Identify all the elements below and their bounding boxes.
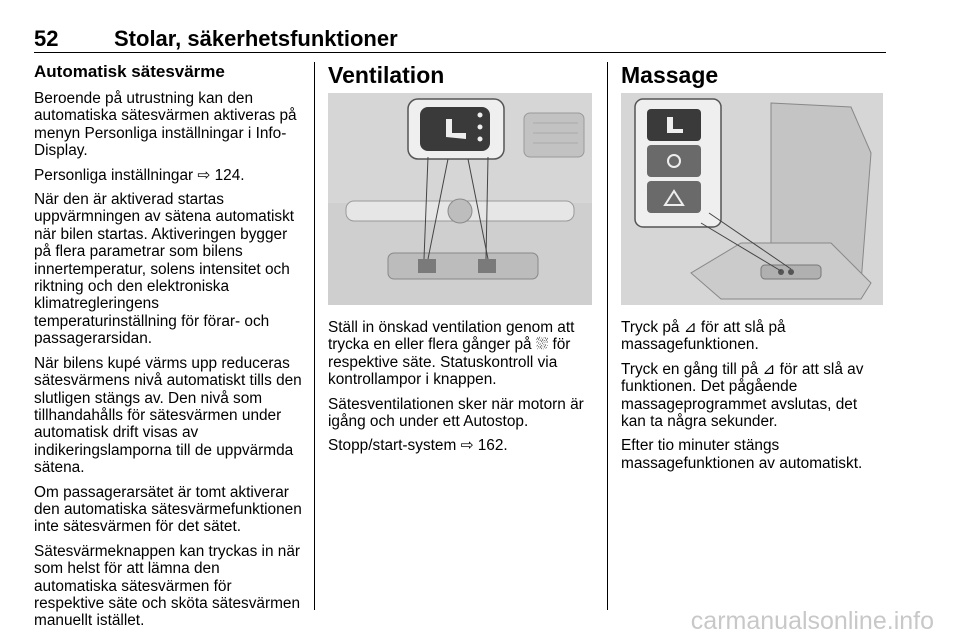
paragraph: Sätesventilationen sker när motorn är igång och under ett Autostop. xyxy=(328,395,584,431)
paragraph: Sätesvärmeknappen kan tryckas in när som helst för att lämna den automatiska sätesvärmen för respektive säte och sköta sätesvärmen manuellt istället. xyxy=(34,542,301,630)
paragraph: Beroende på utrustning kan den automatiska sätesvärmen aktiveras på menyn Personliga inställningar i Info-Display. xyxy=(34,90,297,160)
page-header xyxy=(34,24,886,53)
page-number: 52 xyxy=(34,26,59,51)
page-title: Stolar, säkerhetsfunktioner xyxy=(114,26,398,51)
paragraph: Tryck på ⊿ för att slå på massagefunktionen. xyxy=(621,319,786,354)
watermark: carmanualsonline.info xyxy=(690,607,934,635)
column-divider xyxy=(314,62,315,610)
cross-reference: Personliga inställningar ⇨ 124. xyxy=(34,166,245,184)
column-massage xyxy=(621,62,886,479)
column-automatic-seat-heating xyxy=(34,62,302,637)
paragraph: Ställ in önskad ventilation genom att trycka en eller flera gånger på ⛆ för respektive säte. Statuskontroll via kontrollampor i knappen. xyxy=(328,319,575,389)
section-heading: Massage xyxy=(621,62,719,88)
column-divider xyxy=(607,62,608,610)
column-ventilation xyxy=(328,62,596,462)
paragraph: Om passagerarsätet är tomt aktiverar den automatiska sätesvärmefunktionen inte sätesvärmen för det sätet. xyxy=(34,483,302,536)
paragraph: Tryck en gång till på ⊿ för att slå av funktionen. Det pågående massageprogrammet avslutas, det kan ta några sekunder. xyxy=(621,360,864,431)
paragraph: Efter tio minuter stängs massagefunktionen av automatiskt. xyxy=(621,437,863,472)
section-heading: Automatisk sätesvärme xyxy=(34,62,225,81)
paragraph: När bilens kupé värms upp reduceras sätesvärmens nivå automatiskt tills den slutligen stängs av. Den nivå som tillhandahålls för sätesvärmen under automatisk drift visas av indikeringslamporna till de uppvärmda sätena. xyxy=(34,354,302,477)
cross-reference: Stopp/start-system ⇨ 162. xyxy=(328,437,508,455)
massage-seat-illustration xyxy=(621,93,883,305)
paragraph: När den är aktiverad startas uppvärmningen av sätena automatiskt när bilen startas. Aktiveringen bygger på flera parametrar som bilens innertemperatur, solens intensitet och riktning och den elektroniska klimatregleringens temperaturinställning för förar- och passagerarsidan. xyxy=(34,191,295,348)
section-heading: Ventilation xyxy=(328,62,445,88)
ventilation-illustration xyxy=(328,93,592,305)
